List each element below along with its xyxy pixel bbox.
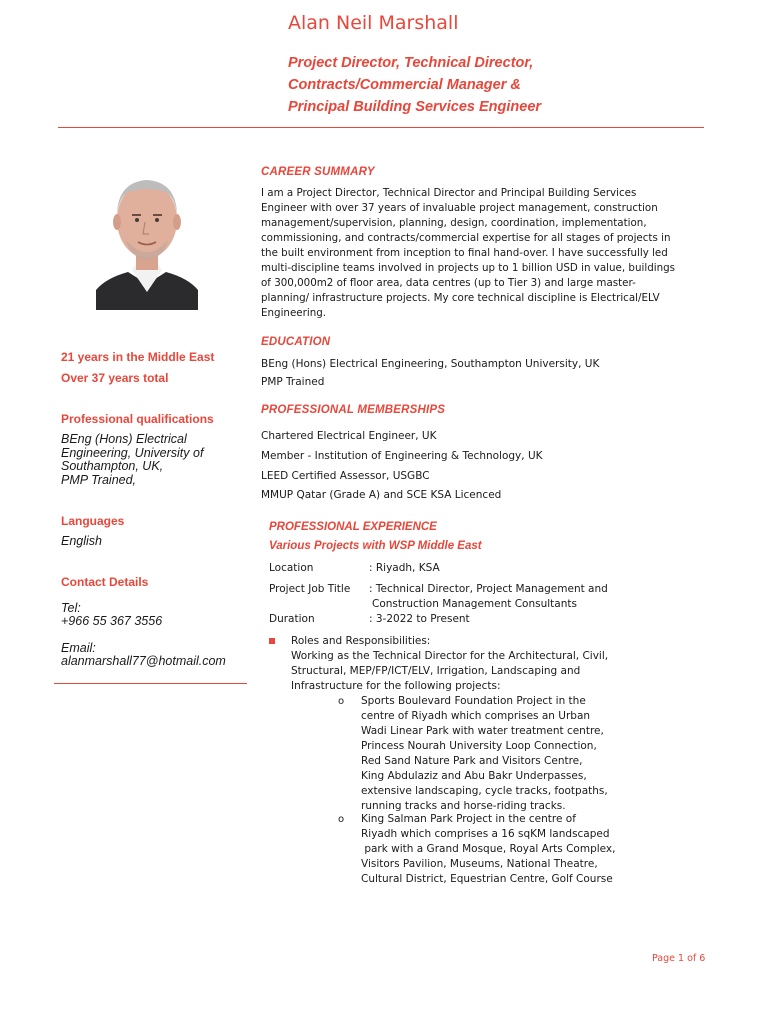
- job-title-line: Principal Building Services Engineer: [288, 99, 542, 115]
- job-title-line: Project Director, Technical Director,: [288, 55, 534, 71]
- membership-item: MMUP Qatar (Grade A) and SCE KSA Licenced: [261, 489, 502, 501]
- roles-line: Infrastructure for the following projects:: [291, 680, 501, 692]
- email-address[interactable]: alanmarshall77@hotmail.com: [61, 654, 226, 668]
- project-sports-boulevard: [361, 694, 621, 814]
- project-line: Sports Boulevard Foundation Project in the: [361, 695, 586, 707]
- sub-bullet-marker: o: [338, 696, 345, 707]
- project-line: Wadi Linear Park with water treatment centre,: [361, 725, 604, 737]
- job-title-value: : Technical Director, Project Management and: [369, 583, 608, 595]
- page-number: Page 1 of 6: [652, 953, 706, 964]
- language-english: English: [61, 534, 102, 548]
- roles-line: Working as the Technical Director for the Architectural, Civil,: [291, 650, 609, 662]
- career-summary-text: [261, 186, 706, 321]
- education-item: PMP Trained: [261, 376, 325, 388]
- membership-item: Chartered Electrical Engineer, UK: [261, 430, 437, 442]
- qualifications-list: [61, 433, 246, 487]
- project-line: Riyadh which comprises a 16 sqKM landscaped: [361, 828, 610, 840]
- profile-photo: [96, 162, 198, 310]
- duration-value: : 3-2022 to Present: [369, 613, 470, 625]
- project-line: King Abdulaziz and Abu Bakr Underpasses,: [361, 770, 587, 782]
- roles-line: Structural, MEP/FP/ICT/ELV, Irrigation, Landscaping and: [291, 665, 581, 677]
- summary-line: the built environment from inception to final hand-over. I have successfully led: [261, 247, 668, 259]
- bullet-square: [269, 638, 275, 644]
- project-line: running tracks and horse-riding tracks.: [361, 800, 566, 812]
- summary-line: Engineer with over 37 years of invaluable project management, construction: [261, 202, 658, 214]
- email-label: Email:: [61, 641, 96, 655]
- tel-number[interactable]: +966 55 367 3556: [61, 614, 163, 628]
- project-line: Cultural District, Equestrian Centre, Golf Course: [361, 873, 613, 885]
- qualifications-heading: Professional qualifications: [61, 412, 214, 426]
- summary-line: commissioning, and contracts/commercial expertise for all stages of projects in: [261, 232, 671, 244]
- memberships-heading: PROFESSIONAL MEMBERSHIPS: [261, 404, 446, 416]
- summary-line: Engineering.: [261, 307, 327, 319]
- project-king-salman-park: [361, 812, 621, 887]
- project-line: park with a Grand Mosque, Royal Arts Complex,: [361, 843, 616, 855]
- qualification-line: BEng (Hons) Electrical: [61, 432, 187, 446]
- project-line: Princess Nourah University Loop Connection,: [361, 740, 597, 752]
- job-title-label: Project Job Title: [269, 583, 351, 595]
- job-title-value-cont: Construction Management Consultants: [372, 598, 577, 610]
- qualification-line: PMP Trained,: [61, 472, 137, 487]
- roles-text: [291, 634, 621, 694]
- years-middle-east: 21 years in the Middle East: [61, 350, 215, 364]
- project-line: Red Sand Nature Park and Visitors Centre,: [361, 755, 583, 767]
- education-item: BEng (Hons) Electrical Engineering, Southampton University, UK: [261, 358, 600, 370]
- location-label: Location: [269, 562, 314, 574]
- tel-label: Tel:: [61, 601, 81, 615]
- contact-heading: Contact Details: [61, 575, 149, 589]
- duration-label: Duration: [269, 613, 315, 625]
- sidebar-divider: [54, 683, 247, 684]
- languages-heading: Languages: [61, 514, 125, 528]
- location-value: : Riyadh, KSA: [369, 562, 440, 574]
- experience-subheading: Various Projects with WSP Middle East: [269, 540, 482, 552]
- sub-bullet-marker: o: [338, 814, 345, 825]
- education-heading: EDUCATION: [261, 336, 331, 348]
- roles-line: Roles and Responsibilities:: [291, 635, 431, 647]
- summary-line: of 300,000m2 of floor area, data centres (up to Tier 3) and large master-: [261, 277, 636, 289]
- membership-item: LEED Certified Assessor, USGBC: [261, 470, 430, 482]
- project-line: extensive landscaping, cycle tracks, footpaths,: [361, 785, 608, 797]
- project-line: Visitors Pavilion, Museums, National Theatre,: [361, 858, 598, 870]
- candidate-name: Alan Neil Marshall: [288, 12, 459, 34]
- years-total: Over 37 years total: [61, 371, 169, 385]
- summary-line: planning/ infrastructure projects. My core technical discipline is Electrical/ELV: [261, 292, 660, 304]
- summary-line: I am a Project Director, Technical Director and Principal Building Services: [261, 187, 637, 199]
- project-line: King Salman Park Project in the centre of: [361, 813, 576, 825]
- job-titles: [288, 52, 541, 118]
- experience-heading: PROFESSIONAL EXPERIENCE: [269, 521, 437, 533]
- qualification-line: Southampton, UK,: [61, 459, 164, 473]
- job-title-line: Contracts/Commercial Manager &: [288, 77, 521, 93]
- membership-item: Member - Institution of Engineering & Technology, UK: [261, 450, 543, 462]
- project-line: centre of Riyadh which comprises an Urban: [361, 710, 591, 722]
- career-summary-heading: CAREER SUMMARY: [261, 166, 375, 178]
- summary-line: multi-discipline teams involved in projects up to 1 billion USD in value, buildings: [261, 262, 676, 274]
- qualification-line: Engineering, University of: [61, 445, 204, 460]
- header-divider: [58, 127, 704, 128]
- summary-line: management/supervision, planning, design, coordination, implementation,: [261, 217, 647, 229]
